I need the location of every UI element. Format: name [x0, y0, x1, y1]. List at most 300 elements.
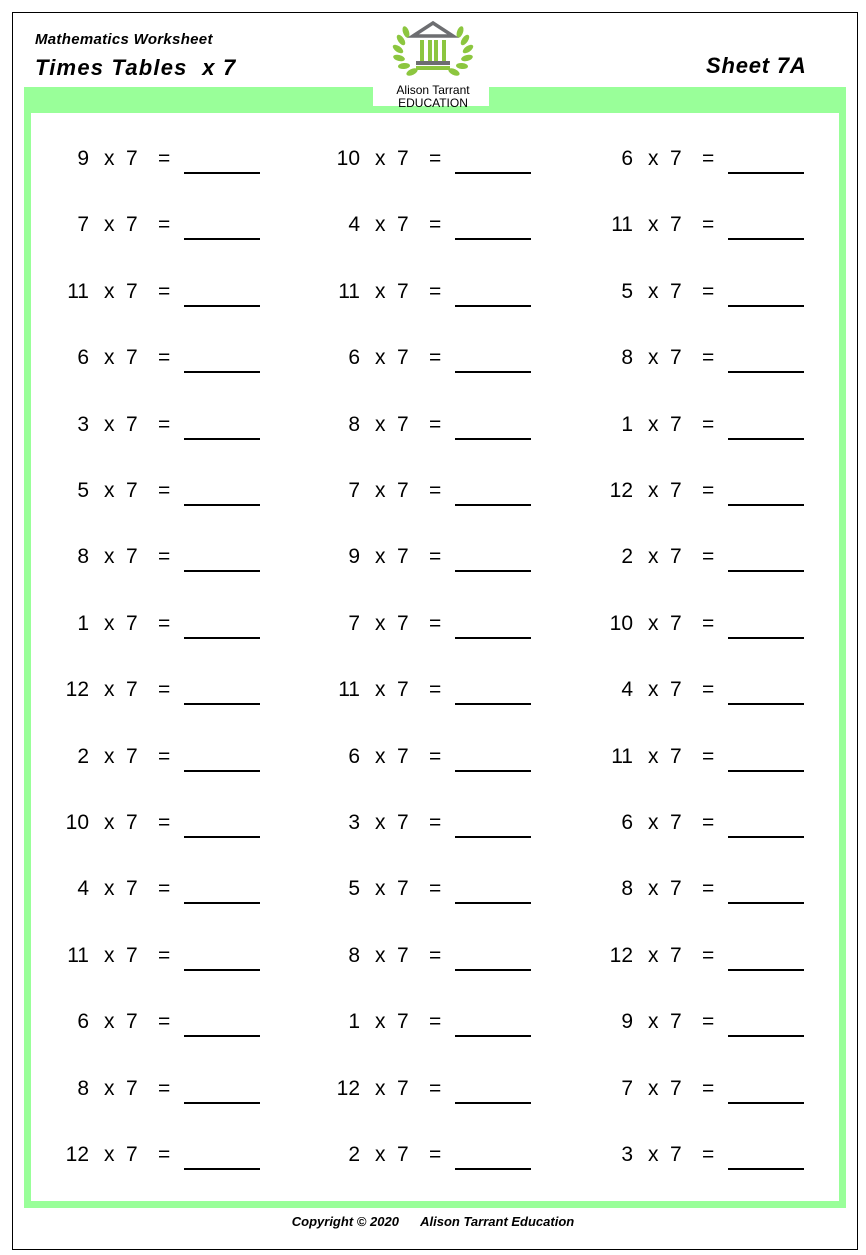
multiplier: 7 [670, 346, 682, 369]
multiplier: 7 [126, 147, 138, 170]
multiplier: 7 [397, 346, 409, 369]
multiplier: 7 [126, 545, 138, 568]
problem-item [320, 542, 535, 572]
multiplicand: 5 [621, 280, 633, 303]
times-sign: x [375, 545, 386, 568]
multiplier: 7 [670, 147, 682, 170]
equals-sign: = [429, 877, 442, 900]
multiplier: 7 [126, 213, 138, 236]
times-sign: x [104, 811, 115, 834]
multiplicand: 6 [621, 147, 633, 170]
times-sign: x [104, 745, 115, 768]
times-sign: x [375, 944, 386, 967]
multiplier: 7 [670, 280, 682, 303]
multiplicand: 6 [348, 745, 360, 768]
equals-sign: = [158, 811, 171, 834]
problem-item [320, 609, 535, 639]
answer-blank[interactable] [184, 742, 260, 772]
multiplier: 7 [397, 545, 409, 568]
problem-item [593, 542, 808, 572]
equals-sign: = [158, 678, 171, 701]
times-sign: x [375, 413, 386, 436]
multiplier: 7 [126, 1143, 138, 1166]
answer-blank[interactable] [455, 542, 531, 572]
equals-sign: = [158, 413, 171, 436]
multiplicand: 6 [77, 346, 89, 369]
times-sign: x [104, 213, 115, 236]
problem-item [49, 542, 264, 572]
multiplicand: 11 [611, 213, 633, 236]
problem-item [320, 343, 535, 373]
multiplicand: 8 [621, 877, 633, 900]
equals-sign: = [702, 479, 715, 502]
times-sign: x [104, 612, 115, 635]
times-sign: x [104, 877, 115, 900]
problem-item [320, 277, 535, 307]
equals-sign: = [158, 745, 171, 768]
problem-frame [24, 106, 846, 1208]
multiplicand: 1 [77, 612, 89, 635]
answer-blank[interactable] [455, 941, 531, 971]
problem-item [49, 1140, 264, 1170]
problem-item [320, 742, 535, 772]
multiplier: 7 [670, 1143, 682, 1166]
multiplicand: 2 [348, 1143, 360, 1166]
answer-blank[interactable] [184, 210, 260, 240]
problem-item [320, 476, 535, 506]
answer-blank[interactable] [728, 144, 804, 174]
times-sign: x [648, 346, 659, 369]
equals-sign: = [158, 612, 171, 635]
multiplicand: 7 [348, 479, 360, 502]
answer-blank[interactable] [184, 410, 260, 440]
equals-sign: = [429, 811, 442, 834]
times-sign: x [375, 479, 386, 502]
times-sign: x [104, 280, 115, 303]
logo-name: Alison Tarrant [396, 83, 470, 97]
equals-sign: = [429, 678, 442, 701]
answer-blank[interactable] [728, 1074, 804, 1104]
multiplier: 7 [397, 1077, 409, 1100]
problem-item [49, 675, 264, 705]
times-sign: x [648, 745, 659, 768]
answer-blank[interactable] [455, 277, 531, 307]
problem-item [593, 1007, 808, 1037]
equals-sign: = [702, 1010, 715, 1033]
answer-blank[interactable] [184, 277, 260, 307]
multiplicand: 4 [348, 213, 360, 236]
multiplicand: 8 [77, 1077, 89, 1100]
header-bar-left [24, 87, 373, 107]
answer-blank[interactable] [728, 277, 804, 307]
multiplicand: 8 [621, 346, 633, 369]
problem-item [49, 808, 264, 838]
times-sign: x [375, 1010, 386, 1033]
times-sign: x [648, 1077, 659, 1100]
multiplicand: 5 [77, 479, 89, 502]
times-sign: x [375, 346, 386, 369]
equals-sign: = [429, 413, 442, 436]
multiplier: 7 [670, 213, 682, 236]
equals-sign: = [429, 944, 442, 967]
times-sign: x [104, 1077, 115, 1100]
answer-blank[interactable] [728, 742, 804, 772]
multiplicand: 3 [621, 1143, 633, 1166]
equals-sign: = [429, 1077, 442, 1100]
equals-sign: = [429, 1010, 442, 1033]
times-sign: x [648, 678, 659, 701]
equals-sign: = [429, 479, 442, 502]
problem-item [593, 277, 808, 307]
multiplicand: 4 [621, 678, 633, 701]
times-sign: x [648, 1143, 659, 1166]
multiplicand: 6 [348, 346, 360, 369]
multiplier: 7 [126, 811, 138, 834]
equals-sign: = [702, 877, 715, 900]
answer-blank[interactable] [455, 210, 531, 240]
answer-blank[interactable] [184, 476, 260, 506]
multiplier: 7 [397, 413, 409, 436]
multiplicand: 10 [65, 811, 89, 834]
answer-blank[interactable] [728, 874, 804, 904]
answer-blank[interactable] [184, 874, 260, 904]
equals-sign: = [429, 745, 442, 768]
answer-blank[interactable] [455, 343, 531, 373]
times-sign: x [104, 678, 115, 701]
answer-blank[interactable] [728, 542, 804, 572]
multiplier: 7 [397, 213, 409, 236]
equals-sign: = [429, 147, 442, 170]
multiplier: 7 [397, 612, 409, 635]
times-sign: x [648, 545, 659, 568]
answer-blank[interactable] [184, 343, 260, 373]
equals-sign: = [158, 877, 171, 900]
problem-item [320, 808, 535, 838]
answer-blank[interactable] [184, 1140, 260, 1170]
times-sign: x [648, 280, 659, 303]
multiplier: 7 [670, 745, 682, 768]
multiplicand: 10 [609, 612, 633, 635]
multiplier: 7 [126, 877, 138, 900]
sheet-label: Sheet 7A [706, 53, 807, 78]
copyright-year: 2020 [370, 1214, 399, 1229]
multiplicand: 6 [77, 1010, 89, 1033]
multiplier: 7 [670, 1010, 682, 1033]
times-sign: x [104, 944, 115, 967]
multiplicand: 6 [621, 811, 633, 834]
multiplicand: 11 [67, 944, 89, 967]
equals-sign: = [702, 745, 715, 768]
multiplicand: 5 [348, 877, 360, 900]
answer-blank[interactable] [455, 874, 531, 904]
problem-item [49, 742, 264, 772]
problem-item [49, 609, 264, 639]
equals-sign: = [158, 1077, 171, 1100]
multiplicand: 8 [77, 545, 89, 568]
multiplier: 7 [126, 280, 138, 303]
problem-item [49, 476, 264, 506]
worksheet-title: Times Tables x 7 [35, 55, 237, 80]
multiplicand: 12 [609, 944, 633, 967]
answer-blank[interactable] [184, 1074, 260, 1104]
equals-sign: = [158, 213, 171, 236]
answer-blank[interactable] [184, 675, 260, 705]
answer-blank[interactable] [455, 1074, 531, 1104]
multiplicand: 11 [338, 678, 360, 701]
laurel-building-icon [388, 18, 478, 82]
answer-blank[interactable] [728, 1140, 804, 1170]
times-sign: x [104, 479, 115, 502]
multiplier: 7 [397, 678, 409, 701]
multiplicand: 3 [77, 413, 89, 436]
answer-blank[interactable] [728, 808, 804, 838]
equals-sign: = [702, 147, 715, 170]
multiplier: 7 [670, 678, 682, 701]
multiplier: 7 [126, 944, 138, 967]
equals-sign: = [158, 147, 171, 170]
equals-sign: = [702, 413, 715, 436]
multiplicand: 8 [348, 944, 360, 967]
problem-item [49, 1074, 264, 1104]
multiplier: 7 [670, 413, 682, 436]
multiplier: 7 [126, 612, 138, 635]
times-sign: x [648, 612, 659, 635]
multiplier: 7 [126, 1077, 138, 1100]
problem-item [593, 742, 808, 772]
problem-item [320, 210, 535, 240]
equals-sign: = [702, 1077, 715, 1100]
multiplier: 7 [397, 479, 409, 502]
multiplier: 7 [397, 1143, 409, 1166]
equals-sign: = [429, 612, 442, 635]
times-sign: x [375, 877, 386, 900]
problem-item [320, 874, 535, 904]
problem-item [320, 144, 535, 174]
answer-blank[interactable] [728, 1007, 804, 1037]
problem-item [49, 343, 264, 373]
multiplicand: 9 [348, 545, 360, 568]
problem-item [320, 1007, 535, 1037]
multiplier: 7 [126, 346, 138, 369]
answer-blank[interactable] [728, 476, 804, 506]
multiplier: 7 [397, 280, 409, 303]
multiplier: 7 [670, 545, 682, 568]
answer-blank[interactable] [728, 210, 804, 240]
problem-item [593, 210, 808, 240]
answer-blank[interactable] [184, 941, 260, 971]
times-sign: x [375, 811, 386, 834]
multiplier: 7 [397, 1010, 409, 1033]
worksheet-subtitle: Mathematics Worksheet [35, 31, 213, 48]
answer-blank[interactable] [184, 609, 260, 639]
answer-blank[interactable] [184, 144, 260, 174]
multiplier: 7 [670, 944, 682, 967]
times-sign: x [648, 213, 659, 236]
multiplier: 7 [670, 612, 682, 635]
times-sign: x [375, 678, 386, 701]
multiplicand: 2 [77, 745, 89, 768]
times-sign: x [648, 811, 659, 834]
multiplicand: 7 [348, 612, 360, 635]
multiplicand: 2 [621, 545, 633, 568]
answer-blank[interactable] [728, 609, 804, 639]
answer-blank[interactable] [455, 742, 531, 772]
multiplicand: 8 [348, 413, 360, 436]
multiplicand: 1 [621, 413, 633, 436]
answer-blank[interactable] [728, 941, 804, 971]
times-sign: x [375, 147, 386, 170]
times-sign: x [375, 213, 386, 236]
answer-blank[interactable] [728, 675, 804, 705]
equals-sign: = [158, 1143, 171, 1166]
problem-item [593, 1074, 808, 1104]
problem-item [593, 1140, 808, 1170]
problem-item [320, 1074, 535, 1104]
problem-item [49, 210, 264, 240]
problem-item [49, 277, 264, 307]
problem-item [49, 410, 264, 440]
times-sign: x [104, 1143, 115, 1166]
multiplier: 7 [126, 479, 138, 502]
problem-item [49, 144, 264, 174]
problem-item [320, 941, 535, 971]
multiplier: 7 [126, 745, 138, 768]
equals-sign: = [429, 280, 442, 303]
logo [378, 18, 488, 112]
problem-item [593, 941, 808, 971]
times-sign: x [375, 280, 386, 303]
answer-blank[interactable] [184, 542, 260, 572]
equals-sign: = [158, 346, 171, 369]
times-sign: x [648, 877, 659, 900]
problem-item [320, 1140, 535, 1170]
problem-item [593, 476, 808, 506]
answer-blank[interactable] [455, 808, 531, 838]
problem-item [593, 609, 808, 639]
multiplier: 7 [670, 479, 682, 502]
multiplier: 7 [670, 1077, 682, 1100]
problem-item [593, 874, 808, 904]
multiplicand: 11 [67, 280, 89, 303]
equals-sign: = [158, 280, 171, 303]
times-sign: x [104, 413, 115, 436]
answer-blank[interactable] [728, 343, 804, 373]
multiplicand: 9 [621, 1010, 633, 1033]
equals-sign: = [702, 811, 715, 834]
answer-blank[interactable] [455, 410, 531, 440]
header-bar-right [489, 87, 846, 107]
answer-blank[interactable] [455, 1007, 531, 1037]
problem-item [593, 343, 808, 373]
multiplicand: 10 [336, 147, 360, 170]
equals-sign: = [702, 346, 715, 369]
equals-sign: = [702, 1143, 715, 1166]
answer-blank[interactable] [455, 476, 531, 506]
multiplier: 7 [397, 944, 409, 967]
problem-item [593, 410, 808, 440]
footer [0, 1214, 866, 1229]
times-sign: x [648, 944, 659, 967]
multiplicand: 12 [609, 479, 633, 502]
equals-sign: = [702, 545, 715, 568]
multiplier: 7 [126, 1010, 138, 1033]
copyright-label: Copyright [291, 1214, 354, 1229]
answer-blank[interactable] [455, 144, 531, 174]
equals-sign: = [429, 346, 442, 369]
times-sign: x [648, 1010, 659, 1033]
multiplicand: 3 [348, 811, 360, 834]
equals-sign: = [158, 944, 171, 967]
footer-company: Alison Tarrant Education [420, 1214, 575, 1229]
equals-sign: = [158, 479, 171, 502]
multiplicand: 4 [77, 877, 89, 900]
answer-blank[interactable] [455, 609, 531, 639]
multiplicand: 7 [621, 1077, 633, 1100]
multiplicand: 12 [65, 678, 89, 701]
equals-sign: = [429, 545, 442, 568]
times-sign: x [104, 545, 115, 568]
copyright-symbol: © [356, 1214, 367, 1229]
times-sign: x [104, 147, 115, 170]
multiplier: 7 [397, 877, 409, 900]
answer-blank[interactable] [455, 675, 531, 705]
times-sign: x [375, 1077, 386, 1100]
problem-item [320, 410, 535, 440]
multiplicand: 9 [77, 147, 89, 170]
multiplicand: 12 [336, 1077, 360, 1100]
multiplier: 7 [126, 678, 138, 701]
multiplier: 7 [397, 745, 409, 768]
problem-item [593, 808, 808, 838]
equals-sign: = [429, 1143, 442, 1166]
times-sign: x [648, 147, 659, 170]
times-sign: x [648, 479, 659, 502]
equals-sign: = [429, 213, 442, 236]
multiplicand: 1 [348, 1010, 360, 1033]
equals-sign: = [702, 678, 715, 701]
problem-item [320, 675, 535, 705]
problem-item [49, 1007, 264, 1037]
multiplier: 7 [670, 877, 682, 900]
times-sign: x [104, 1010, 115, 1033]
equals-sign: = [158, 545, 171, 568]
equals-sign: = [702, 612, 715, 635]
answer-blank[interactable] [184, 1007, 260, 1037]
multiplier: 7 [126, 413, 138, 436]
times-sign: x [375, 612, 386, 635]
multiplicand: 7 [77, 213, 89, 236]
problem-item [593, 144, 808, 174]
logo-tagline: EDUCATION [398, 96, 468, 110]
problem-item [49, 941, 264, 971]
answer-blank[interactable] [455, 1140, 531, 1170]
problem-item [49, 874, 264, 904]
equals-sign: = [702, 213, 715, 236]
equals-sign: = [702, 280, 715, 303]
answer-blank[interactable] [184, 808, 260, 838]
times-sign: x [375, 1143, 386, 1166]
problem-item [593, 675, 808, 705]
multiplier: 7 [670, 811, 682, 834]
times-sign: x [648, 413, 659, 436]
times-sign: x [375, 745, 386, 768]
multiplier: 7 [397, 147, 409, 170]
answer-blank[interactable] [728, 410, 804, 440]
multiplicand: 11 [611, 745, 633, 768]
equals-sign: = [702, 944, 715, 967]
times-sign: x [104, 346, 115, 369]
equals-sign: = [158, 1010, 171, 1033]
